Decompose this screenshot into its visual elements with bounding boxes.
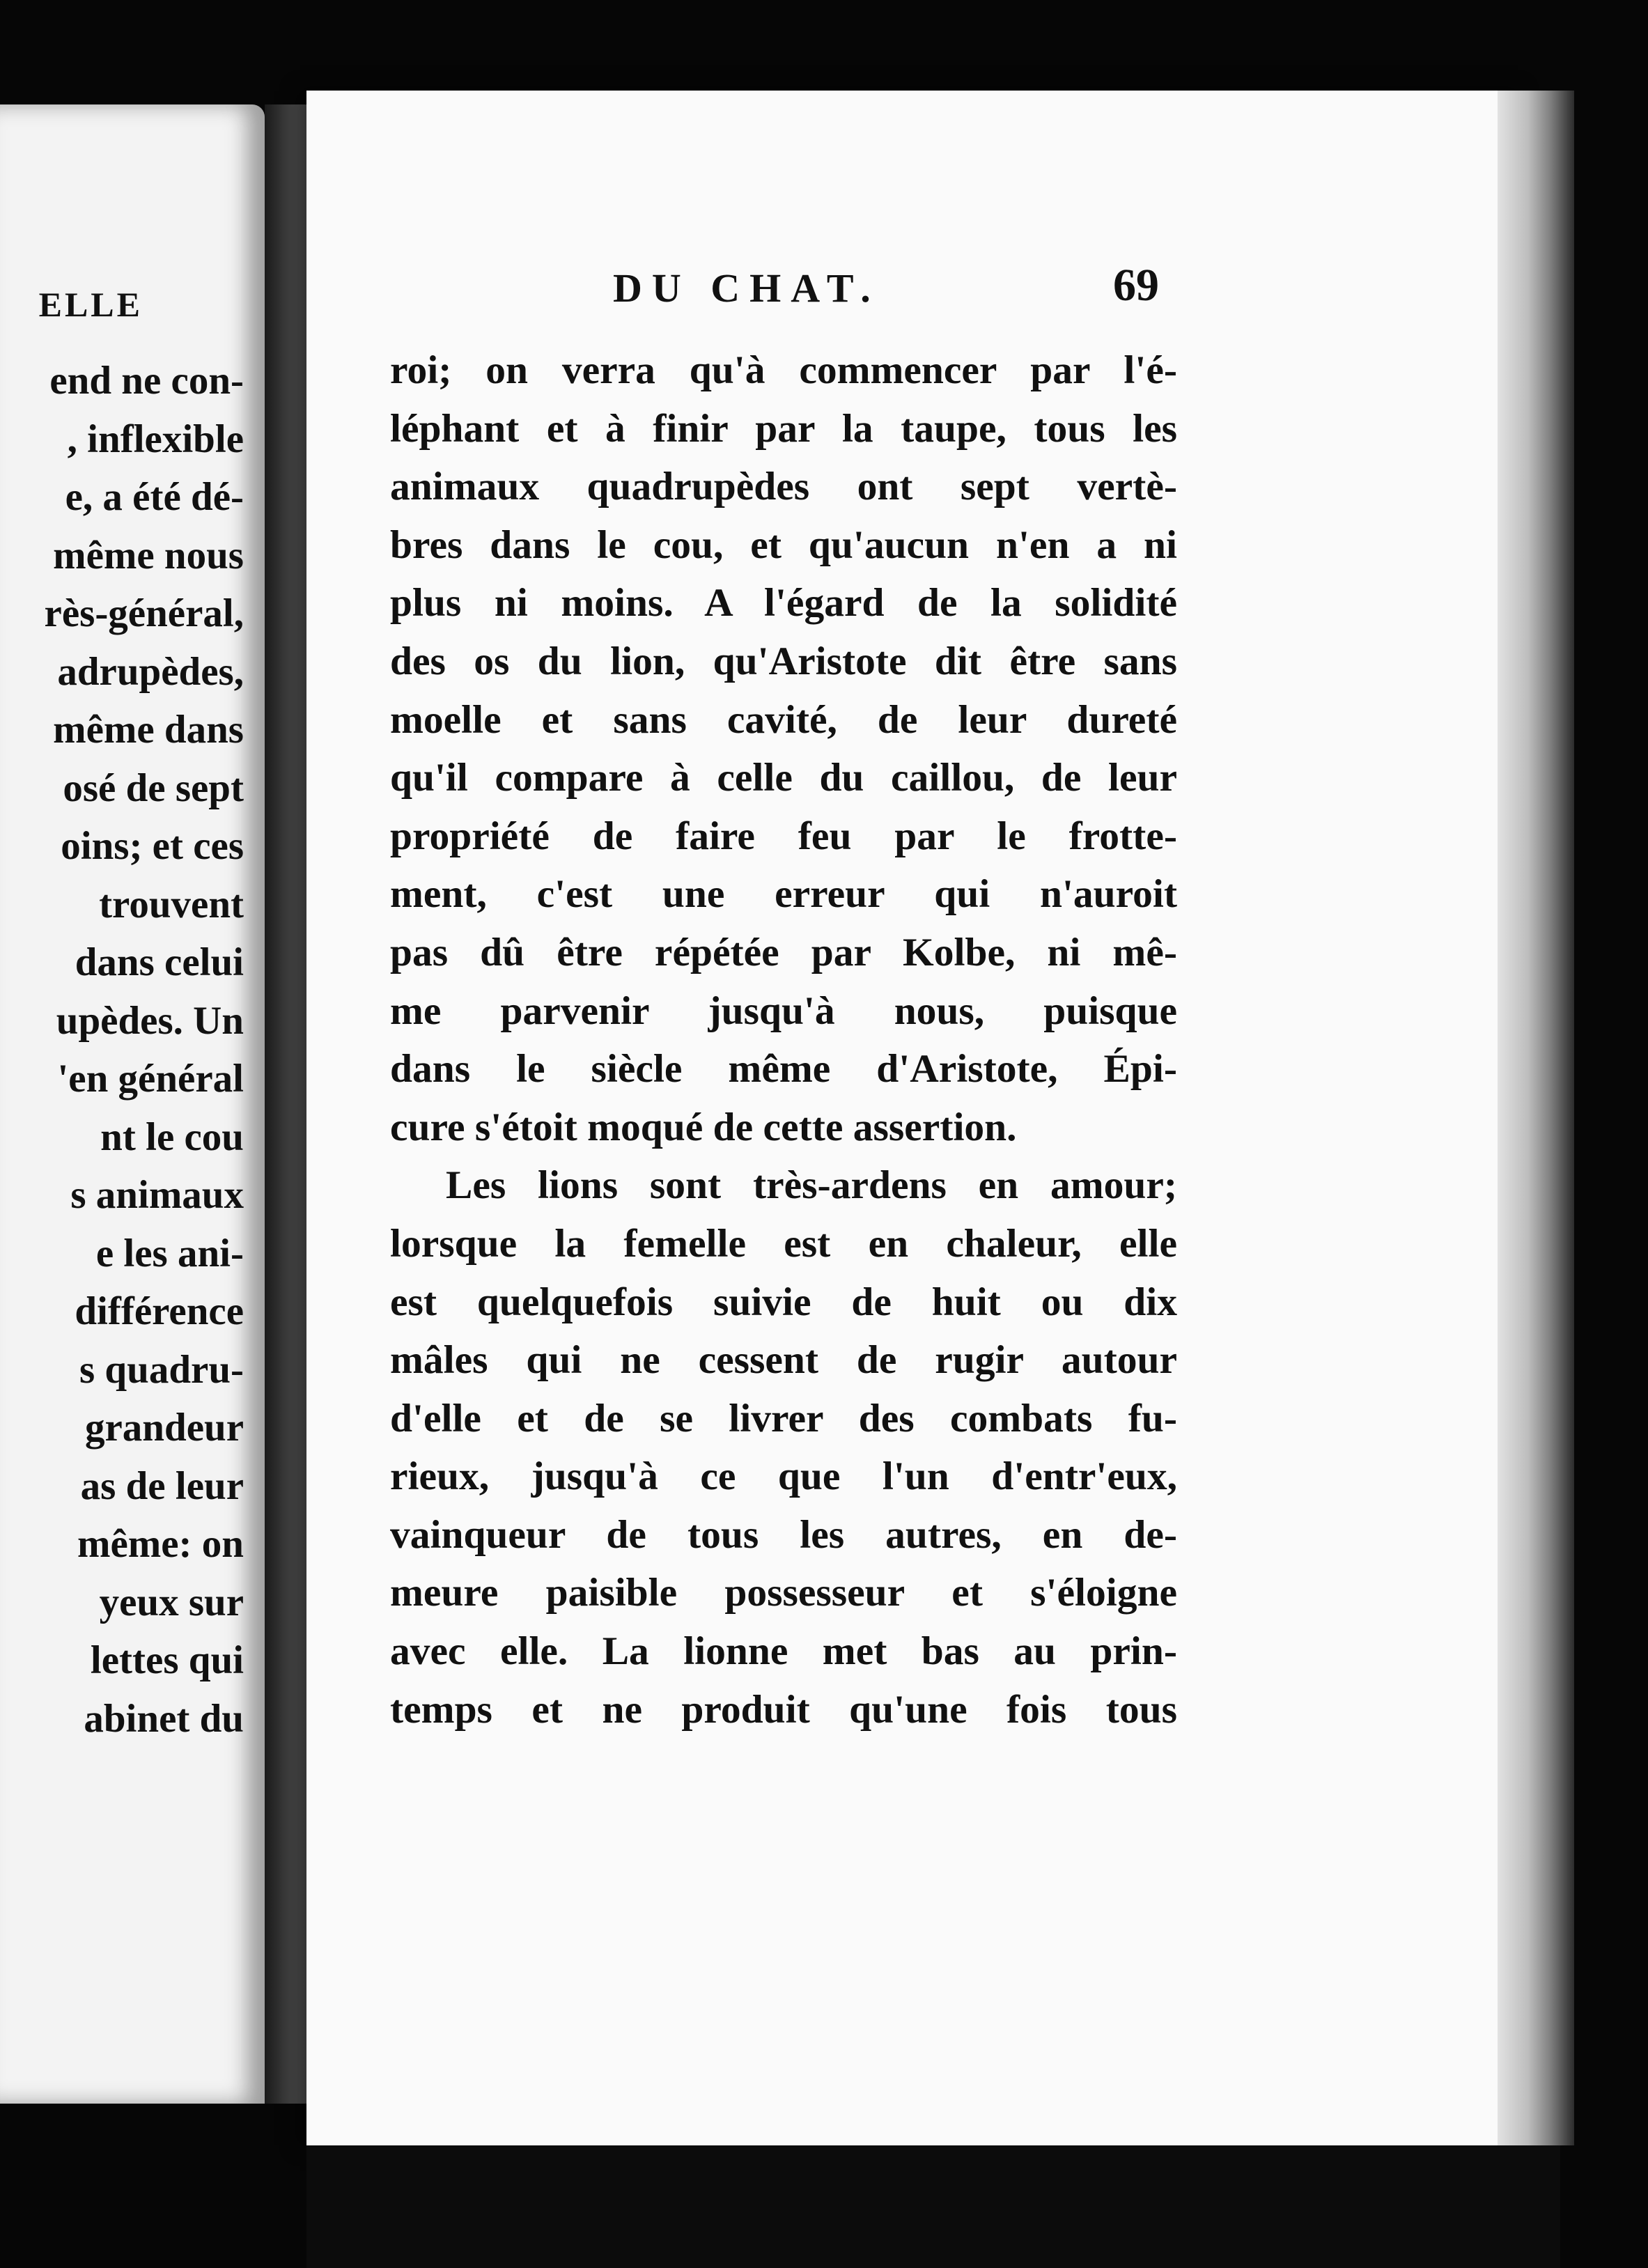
text-line: qu'il compare à celle du caillou, de leur [390,756,1177,800]
text-line: plus ni moins. A l'égard de la solidité [390,581,1177,626]
left-text-line: e, a été dé- [65,475,244,519]
left-page-text [45,352,244,1748]
text-line: dans le siècle même d'Aristote, Épi- [390,1047,1177,1092]
text-line: me parvenir jusqu'à nous, puisque [390,988,1177,1033]
text-line: vainqueur de tous les autres, en de- [390,1512,1177,1557]
text-line: d'elle et de se livrer des combats fu- [390,1396,1177,1440]
left-text-line: yeux sur [99,1580,244,1624]
left-text-line: rès-général, [44,591,244,635]
page-fore-edge [1498,91,1574,2145]
page-number: 69 [1113,260,1159,311]
text-line: cure s'étoit moqué de cette assertion. [390,1105,1017,1149]
left-text-line: même: on [77,1522,244,1566]
text-line: propriété de faire feu par le frotte- [390,814,1177,858]
text-line: bres dans le cou, et qu'aucun n'en a ni [390,522,1177,567]
left-text-line: as de leur [80,1463,244,1508]
text-line: des os du lion, qu'Aristote dit être sans [390,639,1177,683]
text-line: animaux quadrupèdes ont sept vertè- [390,465,1177,509]
left-text-line: e les ani- [95,1231,244,1275]
left-text-line: même dans [53,708,244,752]
left-text-line: abinet du [84,1696,244,1741]
main-text-block [390,341,1177,1739]
text-line: Les lions sont très-ardens en amour; [446,1163,1177,1208]
text-line: temps et ne produit qu'une fois tous [390,1687,1177,1732]
scan-bottom-border [306,2145,1560,2268]
left-text-line: osé de sept [63,766,244,810]
text-line: roi; on verra qu'à commencer par l'é- [390,348,1177,392]
text-line: avec elle. La lionne met bas au prin- [390,1629,1177,1674]
left-running-head: ELLE [38,285,143,324]
running-head: DU CHAT. [613,265,880,311]
text-line: mâles qui ne cessent de rugir autour [390,1338,1177,1383]
text-line: meure paisible possesseur et s'éloigne [390,1571,1177,1615]
text-line: ment, c'est une erreur qui n'auroit [390,872,1177,917]
left-text-line: dans celui [75,940,244,984]
text-line: moelle et sans cavité, de leur dureté [390,697,1177,742]
text-line: lorsque la femelle est en chaleur, elle [390,1221,1177,1266]
left-text-line: trouvent [99,882,244,926]
left-text-line: oins; et ces [61,824,244,868]
left-text-line: lettes qui [90,1638,244,1682]
text-line: léphant et à finir par la taupe, tous les [390,406,1177,451]
left-text-line: adrupèdes, [57,649,244,694]
left-text-line: upèdes. Un [56,998,244,1043]
paragraph-1 [390,341,1177,1156]
left-text-line: grandeur [85,1406,244,1450]
left-text-line: même nous [53,533,244,577]
paragraph-2 [390,1156,1177,1739]
left-text-line: s animaux [70,1173,244,1217]
text-line: pas dû être répétée par Kolbe, ni mê- [390,930,1177,974]
left-text-line: 'en général [57,1057,244,1101]
left-text-line: différence [75,1289,244,1333]
text-line: est quelquefois suivie de huit ou dix [390,1280,1177,1324]
left-text-line: , inflexible [67,417,244,461]
left-text-line: end ne con- [49,359,244,403]
text-line: rieux, jusqu'à ce que l'un d'entr'eux, [390,1454,1177,1499]
left-page [0,104,265,2104]
left-text-line: s quadru- [79,1347,244,1392]
left-text-line: nt le cou [100,1114,244,1159]
